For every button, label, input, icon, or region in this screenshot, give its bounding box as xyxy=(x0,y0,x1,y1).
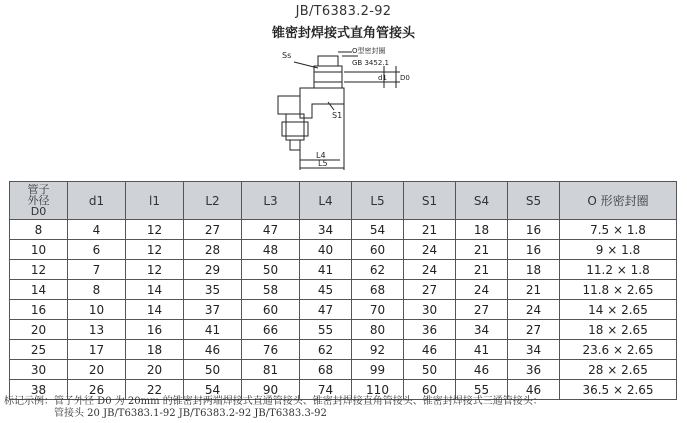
table-body xyxy=(10,220,677,400)
table-cell: 16 xyxy=(10,300,68,320)
callout-s1: S1 xyxy=(332,111,343,120)
table-cell: 6 xyxy=(68,240,126,260)
table-cell: 21 xyxy=(456,240,508,260)
table-cell: 34 xyxy=(456,320,508,340)
table-cell: 18 × 2.65 xyxy=(560,320,677,340)
table-cell: 34 xyxy=(508,340,560,360)
table-cell: 27 xyxy=(184,220,242,240)
table-cell: 46 xyxy=(184,340,242,360)
table-cell: 12 xyxy=(126,260,184,280)
table-cell: 47 xyxy=(242,220,300,240)
table-cell: 7 xyxy=(68,260,126,280)
table-cell: 99 xyxy=(352,360,404,380)
table-row xyxy=(10,280,677,300)
table-cell: 10 xyxy=(68,300,126,320)
table-cell: 4 xyxy=(68,220,126,240)
table-cell: 46 xyxy=(456,360,508,380)
callout-d0: D0 xyxy=(400,74,410,82)
table-cell: 12 xyxy=(126,220,184,240)
table-header-row xyxy=(10,182,677,220)
table-cell: 68 xyxy=(300,360,352,380)
table-cell: 62 xyxy=(352,260,404,280)
table-cell: 10 xyxy=(10,240,68,260)
table-cell: 45 xyxy=(300,280,352,300)
table-cell: 76 xyxy=(242,340,300,360)
callout-d1: d1 xyxy=(378,74,387,82)
note-line-2: 管接头 20 JB/T6383.1-92 JB/T6383.2-92 JB/T6383.3-92 xyxy=(54,408,327,419)
table-cell: 21 xyxy=(508,280,560,300)
table-cell: 11.2 × 1.8 xyxy=(560,260,677,280)
table-row xyxy=(10,240,677,260)
table-cell: 18 xyxy=(126,340,184,360)
table-cell: 54 xyxy=(184,380,242,400)
table-cell: 41 xyxy=(184,320,242,340)
table-cell: 21 xyxy=(456,260,508,280)
table-cell: 92 xyxy=(352,340,404,360)
table-cell: 48 xyxy=(242,240,300,260)
table-row xyxy=(10,360,677,380)
table-cell: 50 xyxy=(184,360,242,380)
table-cell: 50 xyxy=(242,260,300,280)
table-cell: 27 xyxy=(508,320,560,340)
table-cell: 36 xyxy=(508,360,560,380)
table-cell: 16 xyxy=(508,220,560,240)
dimension-table xyxy=(9,181,677,400)
table-cell: 25 xyxy=(10,340,68,360)
table-cell: 110 xyxy=(352,380,404,400)
header-s5: S5 xyxy=(508,182,560,220)
header-l2: L2 xyxy=(184,182,242,220)
callout-oring: O型密封圈 xyxy=(352,47,386,55)
standard-number: JB/T6383.2-92 xyxy=(295,4,392,19)
table-cell: 13 xyxy=(68,320,126,340)
header-d0 xyxy=(10,182,68,220)
table-cell: 55 xyxy=(456,380,508,400)
table-cell: 50 xyxy=(404,360,456,380)
table-cell: 23.6 × 2.65 xyxy=(560,340,677,360)
header-s4: S4 xyxy=(456,182,508,220)
table-cell: 18 xyxy=(456,220,508,240)
table-cell: 80 xyxy=(352,320,404,340)
header-d1: d1 xyxy=(68,182,126,220)
table-cell: 68 xyxy=(352,280,404,300)
table-cell: 34 xyxy=(300,220,352,240)
table-cell: 46 xyxy=(404,340,456,360)
table-cell: 28 × 2.65 xyxy=(560,360,677,380)
note-line-1: 标记示例：管子外径 D0 为 20mm 的锥密封两端焊接式直通管接头、锥密封焊接直角管接头、锥密封焊接式三通管接头： xyxy=(4,396,543,407)
table-cell: 28 xyxy=(184,240,242,260)
header-oring: O 形密封圈 xyxy=(560,182,677,220)
table-cell: 40 xyxy=(300,240,352,260)
table-cell: 29 xyxy=(184,260,242,280)
table-row xyxy=(10,320,677,340)
table-cell: 35 xyxy=(184,280,242,300)
fitting-drawing xyxy=(260,42,420,174)
table-cell: 9 × 1.8 xyxy=(560,240,677,260)
table-cell: 24 xyxy=(508,300,560,320)
table-cell: 12 xyxy=(10,260,68,280)
table-cell: 14 × 2.65 xyxy=(560,300,677,320)
table-row xyxy=(10,300,677,320)
table-cell: 74 xyxy=(300,380,352,400)
table-cell: 41 xyxy=(456,340,508,360)
table-row xyxy=(10,220,677,240)
table-cell: 81 xyxy=(242,360,300,380)
table-cell: 36 xyxy=(404,320,456,340)
header-l5: L5 xyxy=(352,182,404,220)
header-s1: S1 xyxy=(404,182,456,220)
table-cell: 38 xyxy=(10,380,68,400)
header-l4: L4 xyxy=(300,182,352,220)
table-cell: 30 xyxy=(404,300,456,320)
table-cell: 24 xyxy=(456,280,508,300)
table-cell: 27 xyxy=(456,300,508,320)
table-cell: 16 xyxy=(126,320,184,340)
table-cell: 22 xyxy=(126,380,184,400)
table-cell: 54 xyxy=(352,220,404,240)
table-cell: 60 xyxy=(352,240,404,260)
document-title: 锥密封焊接式直角管接头 xyxy=(271,26,415,41)
callout-ss: Ss xyxy=(282,51,292,60)
table-cell: 14 xyxy=(126,280,184,300)
header-l1: l1 xyxy=(126,182,184,220)
table-cell: 16 xyxy=(508,240,560,260)
table-cell: 47 xyxy=(300,300,352,320)
table-cell: 90 xyxy=(242,380,300,400)
table-cell: 60 xyxy=(242,300,300,320)
table-cell: 41 xyxy=(300,260,352,280)
header-d0-label: 管子 外径 D0 xyxy=(27,183,50,218)
table-row xyxy=(10,260,677,280)
table-cell: 24 xyxy=(404,260,456,280)
table-cell: 12 xyxy=(126,240,184,260)
table-cell: 26 xyxy=(68,380,126,400)
callout-l4: L4 xyxy=(316,151,326,160)
marking-example xyxy=(4,396,684,420)
table-cell: 20 xyxy=(126,360,184,380)
callout-gb: GB 3452.1 xyxy=(352,59,389,67)
table-cell: 36.5 × 2.65 xyxy=(560,380,677,400)
header-l3: L3 xyxy=(242,182,300,220)
table-cell: 27 xyxy=(404,280,456,300)
table-cell: 24 xyxy=(404,240,456,260)
table-cell: 14 xyxy=(10,280,68,300)
table-cell: 37 xyxy=(184,300,242,320)
table-cell: 8 xyxy=(68,280,126,300)
table-cell: 18 xyxy=(508,260,560,280)
table-cell: 14 xyxy=(126,300,184,320)
table-cell: 30 xyxy=(10,360,68,380)
table-cell: 21 xyxy=(404,220,456,240)
table-cell: 20 xyxy=(10,320,68,340)
table-cell: 66 xyxy=(242,320,300,340)
table-cell: 62 xyxy=(300,340,352,360)
table-row xyxy=(10,340,677,360)
table-cell: 11.8 × 2.65 xyxy=(560,280,677,300)
table-cell: 8 xyxy=(10,220,68,240)
table-cell: 58 xyxy=(242,280,300,300)
table-cell: 70 xyxy=(352,300,404,320)
table-cell: 17 xyxy=(68,340,126,360)
table-cell: 60 xyxy=(404,380,456,400)
table-cell: 46 xyxy=(508,380,560,400)
callout-l5: L5 xyxy=(318,159,328,168)
table-cell: 55 xyxy=(300,320,352,340)
table-cell: 20 xyxy=(68,360,126,380)
table-cell: 7.5 × 1.8 xyxy=(560,220,677,240)
